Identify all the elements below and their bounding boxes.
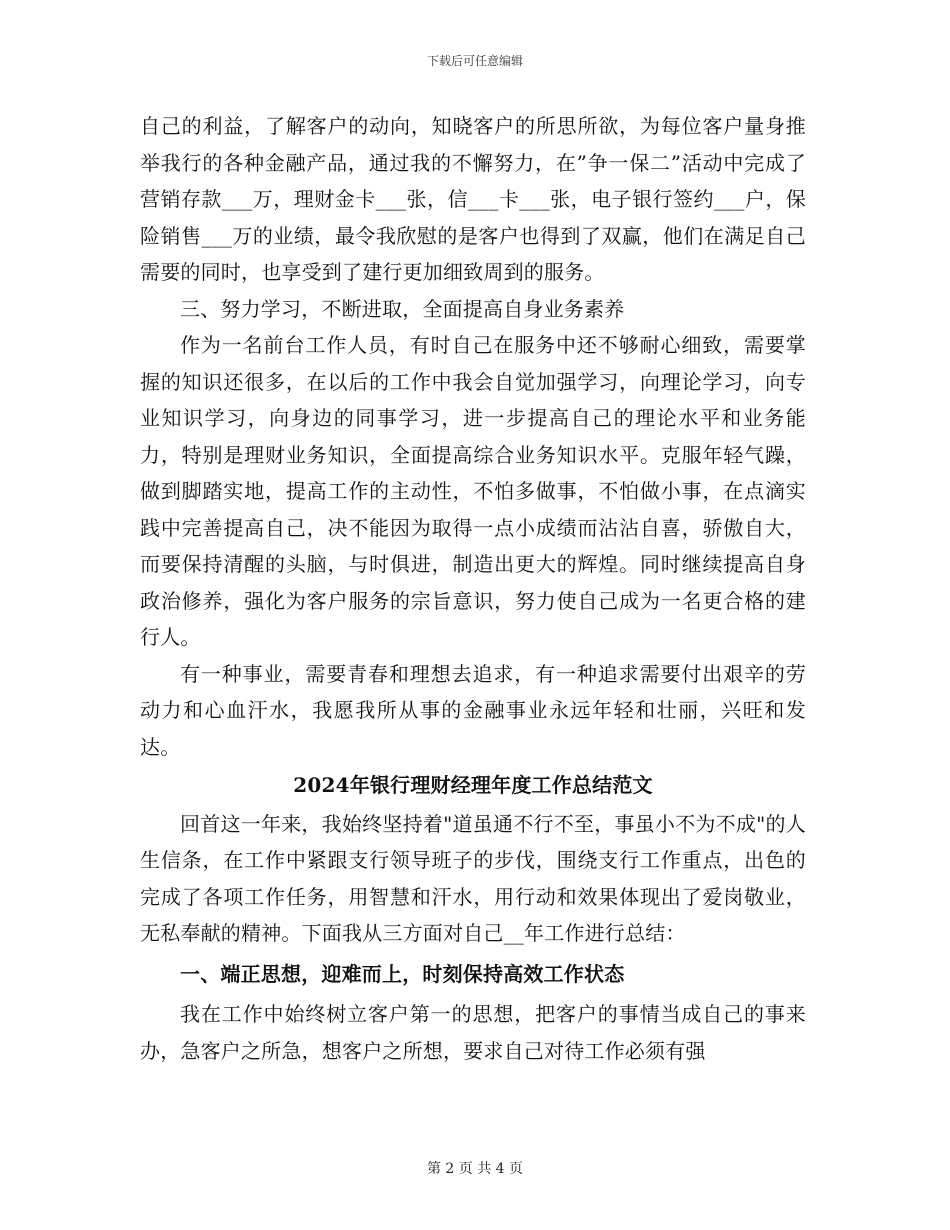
paragraph-career: 有一种事业，需要青春和理想去追求，有一种追求需要付出艰辛的劳动力和心血汗水，我愿我所从事的金融事业永远年轻和壮丽，兴旺和发达。: [140, 661, 806, 759]
page-footer: 第 2 页 共 4 页: [426, 1161, 524, 1177]
paragraph-study: 作为一名前台工作人员，有时自己在服务中还不够耐心细致，需要掌握的知识还很多，在以后的工作中我会自觉加强学习，向理论学习，向专业知识学习，向身边的同事学习，进一步提高自己的理论水平和业务能力，特别是理财业务知识，全面提高综合业务知识水平。克服年轻气躁，做到脚踏实地，提高工作的主动性，不怕多做事，不怕做小事，在点滴实践中完善提高自己，决不能因为取得一点小成绩而沾沾自喜，骄傲自大，而要保持清醒的头脑，与时俱进，制造出更大的辉煌。同时继续提高自身政治修养，强化为客户服务的宗旨意识，努力使自己成为一名更合格的建行人。: [140, 333, 806, 649]
section-heading-three: 三、努力学习，不断进取，全面提高自身业务素养: [180, 296, 625, 321]
paragraph-continuation: 自己的利益，了解客户的动向，知晓客户的所思所欲，为每位客户量身推举我行的各种金融产品，通过我的不懈努力，在”争一保二”活动中完成了营销存款___万，理财金卡___张，信___卡___张，电子银行签约___户，保险销售___万的业绩，最令我欣慰的是客户也得到了双赢，他们在满足自己需要的同时，也享受到了建行更加细致周到的服务。: [140, 114, 806, 284]
page-header: 下载后可任意编辑: [426, 54, 523, 68]
paragraph-customer-first: 我在工作中始终树立客户第一的思想，把客户的事情当成自己的事来办，急客户之所急，想客户之所想，要求自己对待工作必须有强: [140, 1002, 806, 1063]
section-heading-one: 一、端正思想，迎难而上，时刻保持高效工作状态: [180, 961, 625, 986]
document-body: [140, 108, 806, 1069]
paragraph-intro: 回首这一年来，我始终坚持着"道虽通不行不至，事虽小不为不成"的人生信条，在工作中紧跟支行领导班子的步伐，围绕支行工作重点，出色的完成了各项工作任务，用智慧和汗水，用行动和效果体现出了爱岗敬业，无私奉献的精神。下面我从三方面对自己__年工作进行总结：: [140, 811, 806, 945]
document-title: 2024年银行理财经理年度工作总结范文: [293, 773, 653, 797]
